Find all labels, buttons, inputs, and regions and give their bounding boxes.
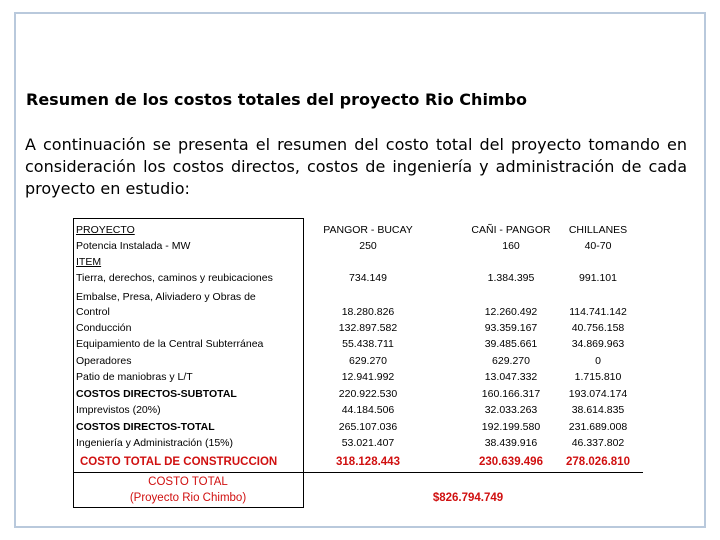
slide-frame-top [14,12,706,14]
power-value-2: 160 [502,240,520,252]
table-divider-total [73,472,643,473]
row-value: 734.149 [349,272,387,284]
table-border-top [73,218,304,219]
slide-frame-right [704,12,706,528]
row-value: 991.101 [579,272,617,284]
row-label: Conducción [76,322,132,334]
row-value: 34.869.963 [571,338,625,350]
row-value: 0 [595,355,601,367]
slide-frame-left [14,12,16,528]
table-border-bottom [73,507,304,508]
row-value: 44.184.506 [341,404,395,416]
row-label: Imprevistos (20%) [76,404,161,416]
row-label-total: COSTOS DIRECTOS-TOTAL [76,421,215,433]
row-value: 192.199.580 [481,421,541,433]
construction-cost-value-2: 230.639.496 [479,456,543,468]
row-label-continued: Control [76,306,110,318]
row-value: 93.359.167 [484,322,538,334]
row-label: Ingeniería y Administración (15%) [76,437,233,449]
row-value: 18.280.826 [341,306,395,318]
row-value: 193.074.174 [568,388,628,400]
row-label: Equipamiento de la Central Subterránea [76,338,264,350]
row-label: Embalse, Presa, Aliviadero y Obras de [76,291,256,303]
row-value: 220.922.530 [338,388,398,400]
construction-cost-label: COSTO TOTAL DE CONSTRUCCION [80,456,278,468]
power-label: Potencia Instalada - MW [76,240,191,252]
total-cost-label: COSTO TOTAL [148,476,228,488]
cost-summary-table [73,218,643,508]
intro-paragraph: A continuación se presenta el resumen del costo total del proyecto tomando en consideración los costos directos, costos de ingeniería y administración de cada proyecto en estudio: [25,135,687,198]
slide-frame-bottom [14,526,706,528]
row-value: 1.384.395 [487,272,535,284]
row-value: 12.941.992 [341,371,395,383]
row-value: 53.021.407 [341,437,395,449]
row-value: 38.614.835 [571,404,625,416]
construction-cost-value-1: 318.128.443 [336,456,400,468]
project-header-3: CHILLANES [568,224,628,236]
table-column-divider [303,218,304,508]
row-label: Patio de maniobras y L/T [76,371,193,383]
total-cost-value: $826.794.749 [432,492,504,504]
project-header-1: PANGOR - BUCAY [323,224,413,236]
row-value: 46.337.802 [571,437,625,449]
table-border-left [73,218,74,508]
row-value: 231.689.008 [568,421,628,433]
row-value: 132.897.582 [338,322,398,334]
row-value: 13.047.332 [484,371,538,383]
row-value: 629.270 [492,355,530,367]
row-value: 32.033.263 [484,404,538,416]
project-header-2: CAÑI - PANGOR [471,224,551,236]
row-label-subtotal: COSTOS DIRECTOS-SUBTOTAL [76,388,237,400]
row-value: 12.260.492 [484,306,538,318]
row-value: 38.439.916 [484,437,538,449]
construction-cost-value-3: 278.026.810 [566,456,630,468]
row-label: Operadores [76,355,132,367]
page-title: Resumen de los costos totales del proyecto Rio Chimbo [26,90,528,109]
power-value-1: 250 [359,240,377,252]
row-value: 160.166.317 [481,388,541,400]
row-label: Tierra, derechos, caminos y reubicaciones [76,272,273,284]
row-value: 39.485.661 [484,338,538,350]
row-value: 629.270 [349,355,387,367]
header-label: PROYECTO [76,224,135,236]
power-value-3: 40-70 [584,240,612,252]
row-value: 114.741.142 [569,306,627,318]
row-value: 1.715.810 [574,371,622,383]
row-value: 265.107.036 [338,421,398,433]
row-value: 55.438.711 [342,338,394,350]
total-cost-sublabel: (Proyecto Rio Chimbo) [129,492,247,504]
row-value: 40.756.158 [571,322,625,334]
item-label: ITEM [76,256,102,268]
